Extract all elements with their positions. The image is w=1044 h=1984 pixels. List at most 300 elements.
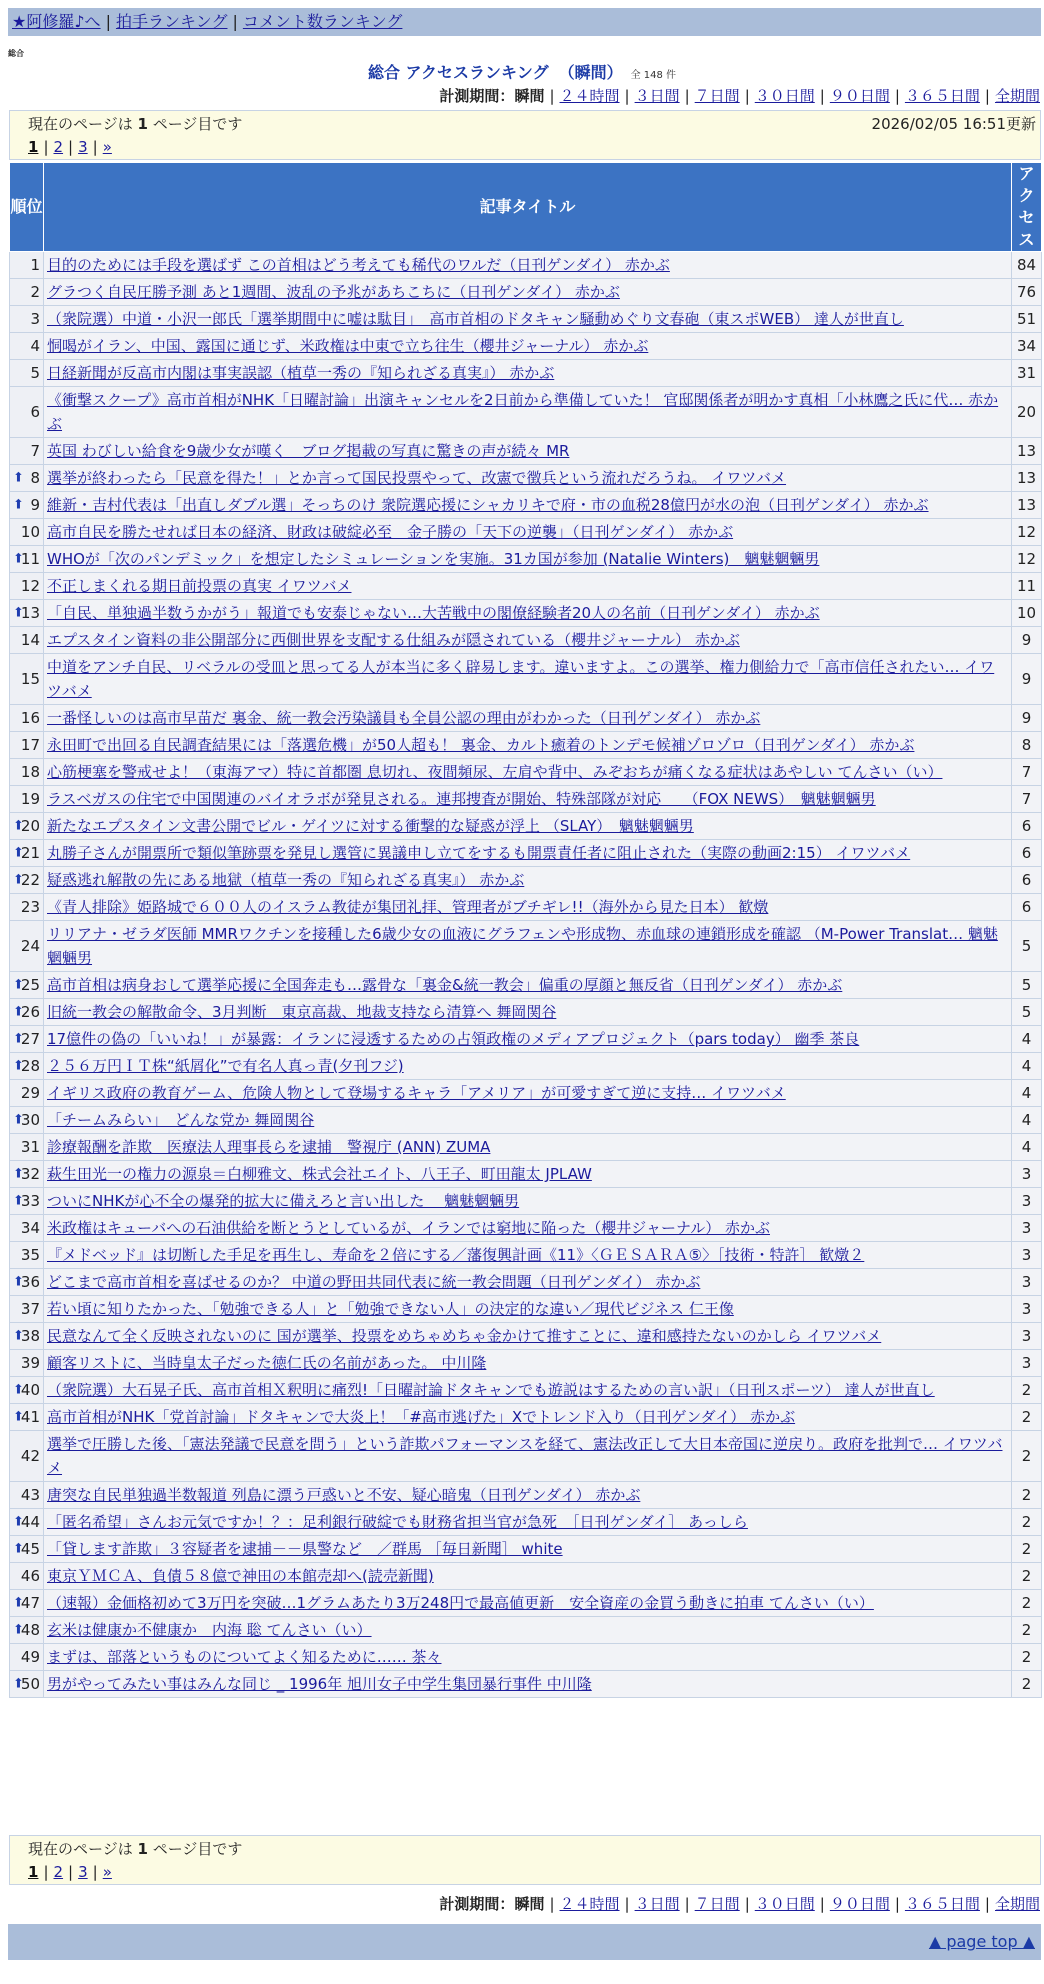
- page-info-suffix: ページ目です: [152, 1840, 243, 1858]
- ranking-title: [0, 63, 1044, 86]
- table-row: [10, 1671, 1042, 1698]
- article-title-link[interactable]: 《衝撃スクープ》高市首相がNHK「日曜討論」出演キャンセルを2日前から準備していた！ 官邸関係者が明かす真相「小林鷹之氏に代… 赤かぶ: [47, 391, 999, 433]
- article-title-link[interactable]: エプスタイン資料の非公開部分に西側世界を支配する仕組みが隠されている（櫻井ジャーナル） 赤かぶ: [47, 631, 740, 649]
- article-title-link[interactable]: 疑惑逃れ解散の先にある地獄（植草一秀の『知られざる真実』） 赤かぶ: [47, 871, 525, 889]
- period-option-link[interactable]: ３日間: [634, 1895, 680, 1913]
- access-count: 20: [1012, 387, 1042, 438]
- rank-up-arrow-icon: ⬆: [13, 551, 24, 567]
- table-row: [10, 705, 1042, 732]
- access-count: 6: [1012, 867, 1042, 894]
- access-count: 6: [1012, 813, 1042, 840]
- pager-bottom: [28, 1860, 112, 1884]
- rank-number: 46: [20, 1567, 40, 1585]
- title-cell: [44, 1269, 1012, 1296]
- rank-up-arrow-icon: ⬆: [13, 1274, 24, 1290]
- rank-number: 12: [20, 577, 40, 595]
- pager-separator: |: [92, 1863, 98, 1881]
- title-cell: [44, 1563, 1012, 1590]
- article-title-link[interactable]: 萩生田光一の権力の源泉＝白柳雅文、株式会社エイト、八王子、町田龍太 JPLAW: [47, 1165, 592, 1183]
- article-title-link[interactable]: 高市首相がNHK「党首討論」ドタキャンで大炎上！「#高市逃げた」Xでトレンド入り（日刊ゲンダイ） 赤かぶ: [47, 1408, 796, 1426]
- table-row: [10, 867, 1042, 894]
- table-row: [10, 252, 1042, 279]
- title-cell: [44, 1536, 1012, 1563]
- article-title-link[interactable]: グラつく自民圧勝予測 あと1週間、波乱の予兆があちこちに（日刊ゲンダイ） 赤かぶ: [47, 283, 620, 301]
- table-row: [10, 786, 1042, 813]
- rank-up-arrow-icon: ⬆: [13, 1382, 24, 1398]
- article-title-link[interactable]: 一番怪しいのは高市早苗だ 裏金、統一教会汚染議員も全員公認の理由がわかった（日刊ゲンダイ） 赤かぶ: [47, 709, 761, 727]
- table-row: [10, 1590, 1042, 1617]
- pager-separator: |: [68, 138, 74, 156]
- title-cell: [44, 1053, 1012, 1080]
- access-count: 3: [1012, 1350, 1042, 1377]
- rank-cell: [10, 573, 44, 600]
- period-option-link[interactable]: ３日間: [634, 87, 680, 105]
- table-row: [10, 1323, 1042, 1350]
- article-title-link[interactable]: ラスベガスの住宅で中国関連のバイオラボが発見される。連邦捜査が開始、特殊部隊が対応 （FOX NEWS） 魑魅魍魎男: [47, 790, 876, 808]
- title-cell: [44, 492, 1012, 519]
- title-cell: [44, 972, 1012, 999]
- table-row: [10, 840, 1042, 867]
- page-info-box-bottom: [9, 1835, 1041, 1885]
- table-row: [10, 759, 1042, 786]
- rank-cell: [10, 1509, 44, 1536]
- rank-cell: [10, 1671, 44, 1698]
- rank-cell: [10, 1536, 44, 1563]
- ranking-table-body: [10, 252, 1042, 1698]
- page-info-prefix: 現在のページは: [28, 1840, 133, 1858]
- table-row: [10, 1404, 1042, 1431]
- rank-number: 24: [20, 937, 40, 955]
- rank-number: 28: [20, 1057, 40, 1075]
- table-row: [10, 1377, 1042, 1404]
- article-title-link[interactable]: 不正しまくれる期日前投票の真実 イワツバメ: [47, 577, 352, 595]
- table-row: [10, 519, 1042, 546]
- rank-number: 18: [20, 763, 40, 781]
- rank-number: 4: [30, 337, 40, 355]
- rank-number: 1: [30, 256, 40, 274]
- table-row: [10, 387, 1042, 438]
- article-title-link[interactable]: 「貸します詐欺」３容疑者を逮捕－－県警など ／群馬 ［毎日新聞］ white: [47, 1540, 563, 1558]
- article-title-link[interactable]: ついにNHKが心不全の爆発的拡大に備えろと言い出した 魑魅魍魎男: [47, 1192, 520, 1210]
- period-option-link[interactable]: ９０日間: [829, 1895, 890, 1913]
- rank-up-arrow-icon: ⬆: [13, 497, 24, 513]
- access-count: 2: [1012, 1590, 1042, 1617]
- ranking-table: [9, 162, 1042, 1698]
- table-row: [10, 279, 1042, 306]
- article-title-link[interactable]: 唐突な自民単独過半数報道 列島に漂う戸惑いと不安、疑心暗鬼（日刊ゲンダイ） 赤かぶ: [47, 1486, 641, 1504]
- title-cell: [44, 705, 1012, 732]
- pager-separator: |: [43, 1863, 49, 1881]
- title-cell: [44, 1026, 1012, 1053]
- access-count: 4: [1012, 1026, 1042, 1053]
- rank-number: 26: [20, 1003, 40, 1021]
- article-title-link[interactable]: どこまで高市首相を喜ばせるのか？ 中道の野田共同代表に統一教会問題（日刊ゲンダイ） 赤かぶ: [47, 1273, 701, 1291]
- access-count: 4: [1012, 1107, 1042, 1134]
- period-separator: |: [684, 1895, 690, 1913]
- rank-cell: [10, 1563, 44, 1590]
- article-title-link[interactable]: 民意なんて全く反映されないのに 国が選挙、投票をめちゃめちゃ金かけて推すことに、違和感持たないのかしら イワツバメ: [47, 1327, 882, 1345]
- article-title-link[interactable]: WHOが「次のパンデミック」を想定したシミュレーションを実施。31カ国が参加 (Natalie Winters) 魑魅魍魎男: [47, 550, 820, 568]
- article-title-link[interactable]: 顧客リストに、当時皇太子だった徳仁氏の名前があった。 中川隆: [47, 1354, 487, 1372]
- article-title-link[interactable]: 若い頃に知りたかった、「勉強できる人」と「勉強できない人」の決定的な違い／現代ビジネス 仁王像: [47, 1300, 734, 1318]
- comment-ranking-link[interactable]: コメント数ランキング: [242, 12, 403, 31]
- rank-number: 35: [20, 1246, 40, 1264]
- rank-number: 14: [20, 631, 40, 649]
- pager-page-link[interactable]: 2: [53, 1863, 64, 1881]
- rank-up-arrow-icon: ⬆: [13, 605, 24, 621]
- article-title-link[interactable]: 玄米は健康か不健康か 内海 聡 てんさい（い）: [47, 1621, 372, 1639]
- title-cell: [44, 759, 1012, 786]
- access-count: 8: [1012, 732, 1042, 759]
- page-info-suffix: ページ目です: [152, 115, 243, 133]
- period-label: 計測期間：: [439, 87, 515, 105]
- rank-number: 43: [20, 1486, 40, 1504]
- title-cell: [44, 813, 1012, 840]
- rank-cell: [10, 1134, 44, 1161]
- table-row: [10, 999, 1042, 1026]
- title-cell: [44, 519, 1012, 546]
- article-title-link[interactable]: 日経新聞が反高市内閣は事実誤認（植草一秀の『知られざる真実』） 赤かぶ: [47, 364, 555, 382]
- period-option-link[interactable]: ３６５日間: [904, 87, 980, 105]
- table-row: [10, 972, 1042, 999]
- rank-cell: [10, 438, 44, 465]
- rank-cell: [10, 1644, 44, 1671]
- article-title-link[interactable]: 心筋梗塞を警戒せよ！（東海アマ）特に首都圏 息切れ、夜間頻尿、左肩や背中、みぞおちが痛くなる症状はあやしい てんさい（い）: [47, 763, 943, 781]
- table-row: [10, 333, 1042, 360]
- title-cell: [44, 1107, 1012, 1134]
- table-row: [10, 360, 1042, 387]
- rank-cell: [10, 999, 44, 1026]
- rank-number: 23: [20, 898, 40, 916]
- article-title-link[interactable]: 旧統一教会の解散命令、3月判断 東京高裁、地裁支持なら清算へ 舞岡関谷: [47, 1003, 557, 1021]
- rank-number: 20: [20, 817, 40, 835]
- period-separator: |: [819, 1895, 825, 1913]
- access-count: 4: [1012, 1053, 1042, 1080]
- access-count: 2: [1012, 1644, 1042, 1671]
- table-row: [10, 306, 1042, 333]
- period-separator: |: [684, 87, 690, 105]
- article-title-link[interactable]: 維新・吉村代表は「出直しダブル選」そっちのけ 衆院選応援にシャカリキで府・市の血税28億円が水の泡（日刊ゲンダイ） 赤かぶ: [47, 496, 929, 514]
- table-row: [10, 573, 1042, 600]
- table-row: [10, 813, 1042, 840]
- access-count: 9: [1012, 705, 1042, 732]
- title-cell: [44, 1188, 1012, 1215]
- title-cell: [44, 786, 1012, 813]
- period-option-link[interactable]: ７日間: [694, 1895, 740, 1913]
- rank-number: 2: [30, 283, 40, 301]
- access-count: 3: [1012, 1188, 1042, 1215]
- period-option-link[interactable]: 全期間: [994, 1895, 1040, 1913]
- access-count: 3: [1012, 1242, 1042, 1269]
- article-title-link[interactable]: 《青人排除》姫路城で６００人のイスラム教徒が集団礼拝、管理者がブチギレ!!（海外から見た日本） 歓燉: [47, 898, 769, 916]
- access-count: 9: [1012, 654, 1042, 705]
- table-header-row: [10, 163, 1042, 252]
- access-count: 34: [1012, 333, 1042, 360]
- table-row: [10, 1242, 1042, 1269]
- current-page-info: [28, 112, 242, 136]
- page-top-link[interactable]: ▲ page top ▲: [928, 1932, 1035, 1951]
- table-row: [10, 1617, 1042, 1644]
- rank-cell: [10, 705, 44, 732]
- access-count: 2: [1012, 1377, 1042, 1404]
- title-cell: [44, 1590, 1012, 1617]
- rank-number: 34: [20, 1219, 40, 1237]
- pager-next-link[interactable]: »: [102, 1863, 112, 1881]
- rank-number: 42: [20, 1447, 40, 1465]
- access-count: 2: [1012, 1482, 1042, 1509]
- article-title-link[interactable]: 恫喝がイラン、中国、露国に通じず、米政権は中東で立ち往生（櫻井ジャーナル） 赤かぶ: [47, 337, 649, 355]
- home-link[interactable]: ★阿修羅♪へ: [12, 12, 101, 31]
- current-page-info: [28, 1837, 242, 1861]
- title-cell: [44, 438, 1012, 465]
- period-option-link[interactable]: ９０日間: [829, 87, 890, 105]
- article-title-link[interactable]: 診療報酬を詐欺 医療法人理事長らを逮捕 警視庁 (ANN) ZUMA: [47, 1138, 491, 1156]
- table-row: [10, 438, 1042, 465]
- rank-cell: [10, 1350, 44, 1377]
- rank-number: 8: [30, 469, 40, 487]
- access-count: 51: [1012, 306, 1042, 333]
- access-count: 2: [1012, 1563, 1042, 1590]
- rank-up-arrow-icon: ⬆: [13, 1166, 24, 1182]
- title-cell: [44, 654, 1012, 705]
- rank-cell: [10, 1377, 44, 1404]
- title-cell: [44, 306, 1012, 333]
- article-title-link[interactable]: （速報）金価格初めて3万円を突破…1グラムあたり3万248円で最高値更新 安全資産の金買う動きに拍車 てんさい（い）: [47, 1594, 874, 1612]
- rank-up-arrow-icon: ⬆: [13, 1328, 24, 1344]
- article-title-link[interactable]: （衆院選）大石晃子氏、高市首相Ｘ釈明に痛烈!「日曜討論ドタキャンでも遊説はするための言い訳」（日刊スポーツ） 達人が世直し: [47, 1381, 935, 1399]
- rank-number: 15: [20, 670, 40, 688]
- footer-bar: [8, 1924, 1041, 1960]
- access-count: 3: [1012, 1323, 1042, 1350]
- rank-cell: [10, 252, 44, 279]
- applause-ranking-link[interactable]: 拍手ランキング: [115, 12, 228, 31]
- article-title-link[interactable]: 永田町で出回る自民調査結果には「落選危機」が50人超も！ 裏金、カルト癒着のトンデモ候補ゾロゾロ（日刊ゲンダイ） 赤かぶ: [47, 736, 915, 754]
- access-count: 2: [1012, 1404, 1042, 1431]
- article-title-link[interactable]: 選挙が終わったら「民意を得た！」とか言って国民投票やって、改憲で徴兵という流れだろうね。 イワツバメ: [47, 469, 787, 487]
- article-title-link[interactable]: ２５６万円ＩＴ株“紙屑化”で有名人真っ青(夕刊フジ): [47, 1057, 404, 1075]
- rank-cell: [10, 1080, 44, 1107]
- article-title-link[interactable]: イギリス政府の教育ゲーム、危険人物として登場するキャラ「アメリア」が可愛すぎて逆に支持… イワツバメ: [47, 1084, 786, 1102]
- article-title-link[interactable]: 「チームみらい」 どんな党か 舞岡関谷: [47, 1111, 315, 1129]
- rank-cell: [10, 1617, 44, 1644]
- rank-number: 19: [20, 790, 40, 808]
- rank-cell: [10, 1107, 44, 1134]
- period-option-link[interactable]: ３０日間: [754, 1895, 815, 1913]
- rank-cell: [10, 546, 44, 573]
- table-row: [10, 1026, 1042, 1053]
- access-count: 13: [1012, 492, 1042, 519]
- title-cell: [44, 1323, 1012, 1350]
- article-title-link[interactable]: 目的のためには手段を選ばず この首相はどう考えても稀代のワルだ（日刊ゲンダイ） 赤かぶ: [47, 256, 670, 274]
- rank-cell: [10, 921, 44, 972]
- title-cell: [44, 867, 1012, 894]
- period-option-link[interactable]: ２４時間: [559, 87, 620, 105]
- title-cell: [44, 252, 1012, 279]
- period-option-current: 瞬間: [514, 87, 545, 105]
- title-cell: [44, 1215, 1012, 1242]
- rank-cell: [10, 1590, 44, 1617]
- access-count: 5: [1012, 921, 1042, 972]
- article-title-link[interactable]: 『メドベッド』は切断した手足を再生し、寿命を２倍にする／藩復興計画《11》〈ＧＥＳＡＲＡ⑤〉［技術・特許］ 歓燉２: [47, 1246, 865, 1264]
- rank-up-arrow-icon: ⬆: [13, 845, 24, 861]
- pager-current-page: 1: [28, 1863, 39, 1881]
- article-title-link[interactable]: リリアナ・ゼラダ医師 MMRワクチンを接種した6歳少女の血液にグラフェンや形成物、赤血球の連鎖形成を確認 （M-Power Translat… 魑魅魍魎男: [47, 925, 998, 967]
- pager-page-link[interactable]: 3: [78, 138, 88, 156]
- rank-number: 16: [20, 709, 40, 727]
- title-cell: [44, 1644, 1012, 1671]
- rank-cell: [10, 654, 44, 705]
- title-cell: [44, 600, 1012, 627]
- rank-number: 11: [20, 550, 40, 568]
- access-count: 3: [1012, 1296, 1042, 1323]
- rank-number: 31: [20, 1138, 40, 1156]
- access-count: 4: [1012, 1134, 1042, 1161]
- ranking-period-text: （瞬間）: [558, 63, 623, 82]
- article-title-link[interactable]: 高市自民を勝たせれば日本の経済、財政は破綻必至 金子勝の「天下の逆襲」（日刊ゲンダイ） 赤かぶ: [47, 523, 734, 541]
- article-title-link[interactable]: 17億件の偽の「いいね！」が暴露：イランに浸透するための占領政権のメディアプロジェクト（pars today） 幽季 茶良: [47, 1030, 860, 1048]
- title-cell: [44, 1431, 1012, 1482]
- pager-next-link[interactable]: »: [102, 138, 112, 156]
- rank-cell: [10, 1431, 44, 1482]
- title-cell: [44, 360, 1012, 387]
- access-count: 7: [1012, 759, 1042, 786]
- access-count: 3: [1012, 1269, 1042, 1296]
- access-count: 2: [1012, 1536, 1042, 1563]
- rank-up-arrow-icon: ⬆: [13, 872, 24, 888]
- table-row: [10, 465, 1042, 492]
- article-title-link[interactable]: 高市首相は病身おして選挙応援に全国奔走も…露骨な「裏金&統一教会」偏重の厚顔と無反省（日刊ゲンダイ） 赤かぶ: [47, 976, 843, 994]
- title-cell: [44, 1404, 1012, 1431]
- rank-cell: [10, 1296, 44, 1323]
- rank-number: 41: [20, 1408, 40, 1426]
- period-separator: |: [819, 87, 825, 105]
- title-cell: [44, 279, 1012, 306]
- period-separator: |: [549, 87, 555, 105]
- rank-cell: [10, 1215, 44, 1242]
- rank-cell: [10, 1161, 44, 1188]
- rank-number: 25: [20, 976, 40, 994]
- period-label: 計測期間：: [439, 1895, 515, 1913]
- rank-number: 29: [20, 1084, 40, 1102]
- rank-cell: [10, 1242, 44, 1269]
- table-row: [10, 627, 1042, 654]
- article-title-link[interactable]: 新たなエプスタイン文書公開でビル・ゲイツに対する衝撃的な疑惑が浮上 （SLAY） 魑魅魍魎男: [47, 817, 694, 835]
- article-title-link[interactable]: （衆院選）中道・小沢一郎氏「選挙期間中に嘘は駄目」 高市首相のドタキャン騒動めぐり文春砲（東スポWEB） 達人が世直し: [47, 310, 904, 328]
- ranking-title-text: 総合 アクセスランキング: [367, 63, 549, 82]
- rank-up-arrow-icon: ⬆: [13, 1514, 24, 1530]
- period-separator: |: [744, 1895, 750, 1913]
- title-cell: [44, 894, 1012, 921]
- period-option-link[interactable]: ２４時間: [559, 1895, 620, 1913]
- period-option-link[interactable]: ３０日間: [754, 87, 815, 105]
- article-title-link[interactable]: 米政権はキューバへの石油供給を断とうとしているが、イランでは窮地に陥った（櫻井ジャーナル） 赤かぶ: [47, 1219, 770, 1237]
- access-count: 9: [1012, 627, 1042, 654]
- period-option-link[interactable]: 全期間: [994, 87, 1040, 105]
- table-row: [10, 1053, 1042, 1080]
- rank-cell: [10, 279, 44, 306]
- article-title-link[interactable]: 「匿名希望」さんお元気ですか！？：足利銀行破綻でも財務省担当官が急死 ［日刊ゲンダイ］ あっしら: [47, 1513, 748, 1531]
- table-row: [10, 1161, 1042, 1188]
- title-cell: [44, 1671, 1012, 1698]
- rank-number: 10: [20, 523, 40, 541]
- table-row: [10, 1350, 1042, 1377]
- table-row: [10, 732, 1042, 759]
- access-count: 2: [1012, 1509, 1042, 1536]
- rank-cell: [10, 492, 44, 519]
- article-title-link[interactable]: 東京ＹＭＣＡ、負債５８億で神田の本館売却へ(読売新聞): [47, 1567, 434, 1585]
- rank-cell: [10, 1026, 44, 1053]
- rank-number: 48: [20, 1621, 40, 1639]
- article-title-link[interactable]: 丸勝子さんが開票所で類似筆跡票を発見し選管に異議申し立てをするも開票責任者に阻止された（実際の動画2:15） イワツバメ: [47, 844, 911, 862]
- rank-cell: [10, 306, 44, 333]
- article-title-link[interactable]: 選挙で圧勝した後、「憲法発議で民意を問う」という詐欺パフォーマンスを経て、憲法改正して大日本帝国に逆戻り。政府を批判で… イワツバメ: [47, 1435, 1003, 1477]
- period-separator: |: [624, 1895, 630, 1913]
- rank-up-arrow-icon: ⬆: [13, 1622, 24, 1638]
- table-row: [10, 1482, 1042, 1509]
- rank-cell: [10, 1482, 44, 1509]
- top-nav: [8, 8, 1041, 36]
- rank-up-arrow-icon: ⬆: [13, 1595, 24, 1611]
- rank-number: 27: [20, 1030, 40, 1048]
- rank-cell: [10, 600, 44, 627]
- pager-separator: |: [68, 1863, 74, 1881]
- access-count: 2: [1012, 1431, 1042, 1482]
- article-title-link[interactable]: 英国 わびしい給食を9歳少女が嘆く ブログ掲載の写真に驚きの声が続々 MR: [47, 442, 570, 460]
- rank-cell: [10, 1053, 44, 1080]
- rank-number: 7: [30, 442, 40, 460]
- rank-up-arrow-icon: ⬆: [13, 470, 24, 486]
- pager-page-link[interactable]: 3: [78, 1863, 88, 1881]
- rank-number: 13: [20, 604, 40, 622]
- access-count: 6: [1012, 840, 1042, 867]
- rank-number: 40: [20, 1381, 40, 1399]
- rank-cell: [10, 1188, 44, 1215]
- table-row: [10, 1644, 1042, 1671]
- rank-cell: [10, 894, 44, 921]
- pager-page-link[interactable]: 2: [53, 138, 64, 156]
- nav-separator: |: [232, 12, 238, 31]
- rank-cell: [10, 759, 44, 786]
- rank-cell: [10, 840, 44, 867]
- table-row: [10, 1296, 1042, 1323]
- period-separator: |: [744, 87, 750, 105]
- article-title-link[interactable]: まずは、部落というものについてよく知るために…… 茶々: [47, 1648, 442, 1666]
- table-row: [10, 546, 1042, 573]
- article-title-link[interactable]: 「自民、単独過半数うかがう」報道でも安泰じゃない…大苦戦中の閣僚経験者20人の名前（日刊ゲンダイ） 赤かぶ: [47, 604, 820, 622]
- period-option-current: 瞬間: [514, 1895, 545, 1913]
- title-cell: [44, 1080, 1012, 1107]
- table-row: [10, 1563, 1042, 1590]
- period-option-link[interactable]: ７日間: [694, 87, 740, 105]
- rank-up-arrow-icon: ⬆: [13, 1112, 24, 1128]
- article-title-link[interactable]: 中道をアンチ自民、リベラルの受皿と思ってる人が本当に多く辟易します。違いますよ。この選挙、権力側給力で「高市信任されたい… イワツバメ: [47, 658, 995, 700]
- rank-number: 17: [20, 736, 40, 754]
- table-row: [10, 894, 1042, 921]
- rank-up-arrow-icon: ⬆: [13, 1193, 24, 1209]
- access-count: 84: [1012, 252, 1042, 279]
- period-option-link[interactable]: ３６５日間: [904, 1895, 980, 1913]
- rank-cell: [10, 360, 44, 387]
- rank-up-arrow-icon: ⬆: [13, 1676, 24, 1692]
- table-row: [10, 600, 1042, 627]
- period-separator: |: [894, 1895, 900, 1913]
- title-cell: [44, 1242, 1012, 1269]
- title-cell: [44, 465, 1012, 492]
- article-title-link[interactable]: 男がやってみたい事はみんな同じ _ 1996年 旭川女子中学生集団暴行事件 中川隆: [47, 1675, 592, 1693]
- title-cell: [44, 1350, 1012, 1377]
- access-count: 11: [1012, 573, 1042, 600]
- updated-timestamp: 2026/02/05 16:51更新: [871, 115, 1036, 133]
